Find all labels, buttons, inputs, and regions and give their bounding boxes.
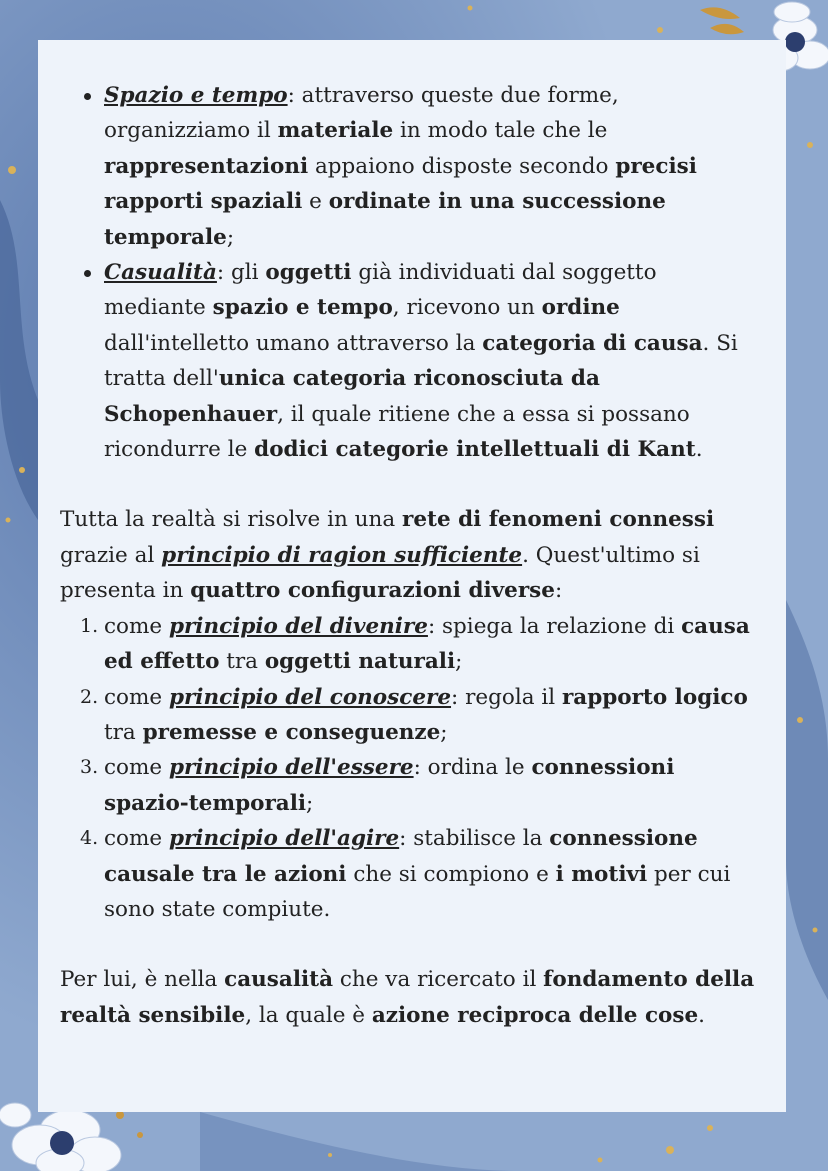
bold-text: dodici categorie intellettuali di Kant <box>254 437 696 463</box>
text-run: : gli <box>216 260 266 286</box>
emphasis-term: Casualità <box>104 260 217 286</box>
bold-text: rete di fenomeni connessi <box>402 507 715 533</box>
text-run: : attraverso queste due forme, organizziamo il <box>104 83 619 144</box>
bold-text: quattro configurazioni diverse <box>190 578 555 604</box>
bold-text: categoria di causa <box>482 330 703 356</box>
bold-text: rappresentazioni <box>104 153 309 179</box>
emphasis-term: principio di ragion sufficiente <box>161 542 523 568</box>
text-run: come <box>104 684 169 710</box>
numbered-list <box>60 609 762 928</box>
text-run: . Quest'ultimo si presenta in <box>60 542 700 604</box>
text-run: : spiega la relazione di <box>427 613 682 639</box>
text-run: come <box>104 755 169 781</box>
text-run: che va ricercato il <box>333 967 544 993</box>
numbered-item <box>60 821 762 927</box>
bullet-item <box>60 255 762 467</box>
item-number: 3. <box>80 756 99 779</box>
bold-text: rapporto logico <box>561 684 748 710</box>
bold-text: i motivi <box>555 861 648 887</box>
text-run: . <box>695 437 703 463</box>
text-run: già individuati dal soggetto mediante <box>104 260 657 321</box>
emphasis-term: principio del conoscere <box>168 684 452 710</box>
numbered-item <box>60 680 762 751</box>
text-run: Tutta la realtà si risolve in una <box>60 507 402 533</box>
text-run: Per lui, è nella <box>60 967 225 993</box>
text-run: : <box>554 578 563 604</box>
text-run: grazie al <box>60 542 162 568</box>
numbered-item <box>60 609 762 680</box>
text-run: : regola il <box>451 684 562 710</box>
emphasis-term: principio del divenire <box>168 613 428 639</box>
text-run: , ricevono un <box>392 295 542 321</box>
bold-text: connessioni spazio-temporali <box>104 755 675 816</box>
text-run: come <box>104 826 169 852</box>
text-run: . <box>698 1002 705 1028</box>
bold-text: azione reciproca delle cose <box>371 1002 699 1028</box>
text-run: ; <box>306 790 314 816</box>
bold-text: spazio e tempo <box>212 295 393 321</box>
bold-text: ordinate in una successione temporale <box>104 189 666 250</box>
bullet-dot-icon <box>84 270 91 277</box>
text-run: tra <box>104 719 143 745</box>
bold-text: connessione causale tra le azioni <box>104 826 698 887</box>
text-run: ; <box>455 649 463 675</box>
bold-text: oggetti naturali <box>264 649 456 675</box>
text-run: : ordina le <box>413 755 532 781</box>
text-run: , il quale ritiene che a essa si possano ricondurre le <box>104 401 690 463</box>
bold-text: oggetti <box>265 260 352 286</box>
text-run: come <box>104 613 169 639</box>
text-run: ; <box>440 719 448 745</box>
emphasis-term: Spazio e tempo <box>104 83 288 108</box>
bold-text: ordine <box>541 295 620 321</box>
text-run: e <box>302 189 329 215</box>
bullet-list <box>60 78 762 467</box>
bullet-dot-icon <box>84 93 91 100</box>
text-run: tra <box>219 649 265 675</box>
bold-text: causa ed effetto <box>104 613 750 675</box>
bold-text: causalità <box>224 967 334 993</box>
numbered-item <box>60 750 762 821</box>
bold-text: unica categoria riconosciuta da Schopenhauer <box>104 366 600 427</box>
text-run: dall'intelletto umano attraverso la <box>104 330 483 356</box>
emphasis-term: principio dell'agire <box>168 826 400 852</box>
paragraph-principle <box>60 502 762 608</box>
paragraph-conclusion <box>60 962 762 1033</box>
text-run: in modo tale che le <box>393 118 608 144</box>
content-card <box>38 40 786 1112</box>
text-run: ; <box>226 224 235 250</box>
bold-text: precisi rapporti spaziali <box>104 153 697 215</box>
bold-text: materiale <box>277 118 394 144</box>
item-number: 2. <box>80 685 99 708</box>
bold-text: fondamento della realtà sensibile <box>60 967 755 1028</box>
bullet-item <box>60 78 762 255</box>
item-number: 4. <box>80 827 99 850</box>
text-run: per cui sono state compiute. <box>104 861 731 922</box>
text-run: che si compiono e <box>346 861 556 887</box>
text-run: , la quale è <box>245 1002 372 1028</box>
bold-text: premesse e conseguenze <box>142 719 441 745</box>
item-number: 1. <box>80 614 99 637</box>
text-run: : stabilisce la <box>399 826 550 852</box>
text-run: . Si tratta dell' <box>104 330 738 392</box>
text-run: appaiono disposte secondo <box>308 153 616 179</box>
emphasis-term: principio dell'essere <box>168 755 414 781</box>
